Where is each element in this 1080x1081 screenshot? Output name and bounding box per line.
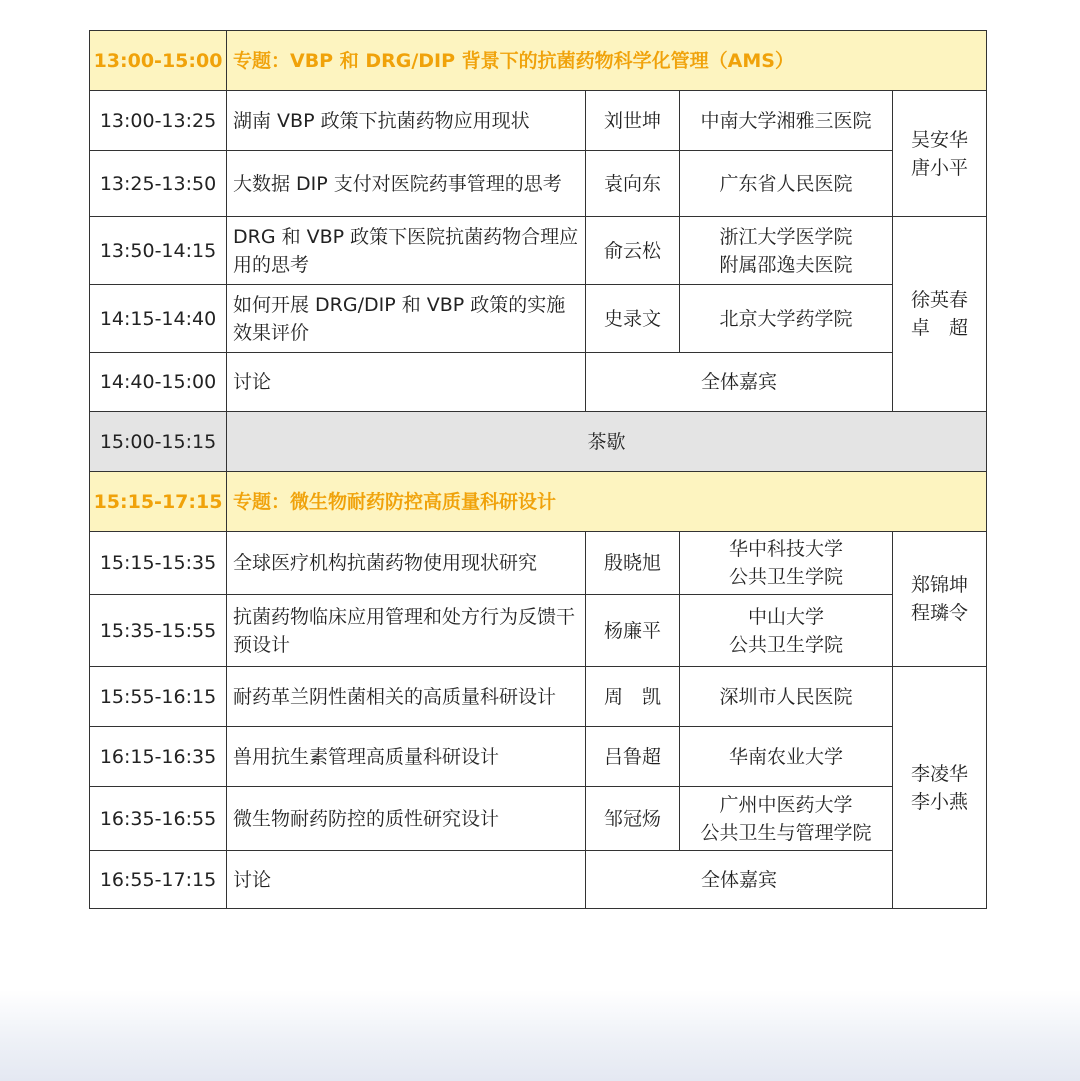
session-chairs: 徐英春 卓 超 (893, 217, 987, 412)
row-topic: 抗菌药物临床应用管理和处方行为反馈干预设计 (227, 595, 586, 667)
row-time: 15:55-16:15 (90, 667, 227, 727)
agenda-table (89, 30, 987, 909)
row-topic: 湖南 VBP 政策下抗菌药物应用现状 (227, 91, 586, 151)
row-organization: 中南大学湘雅三医院 (680, 91, 893, 151)
row-time: 13:00-13:25 (90, 91, 227, 151)
table-row (90, 217, 987, 285)
row-topic: 全球医疗机构抗菌药物使用现状研究 (227, 532, 586, 595)
row-organization: 北京大学药学院 (680, 285, 893, 353)
row-topic: 讨论 (227, 353, 586, 412)
row-all-guests: 全体嘉宾 (586, 353, 893, 412)
row-speaker: 吕鲁超 (586, 727, 680, 787)
session-time: 13:00-15:00 (90, 31, 227, 91)
session-time: 15:15-17:15 (90, 472, 227, 532)
row-time: 13:50-14:15 (90, 217, 227, 285)
row-topic: 讨论 (227, 851, 586, 909)
row-speaker: 邹冠炀 (586, 787, 680, 851)
table-row (90, 91, 987, 151)
row-time: 15:35-15:55 (90, 595, 227, 667)
row-organization: 深圳市人民医院 (680, 667, 893, 727)
session-header (90, 31, 987, 91)
table-row (90, 595, 987, 667)
table-row (90, 727, 987, 787)
row-time: 16:55-17:15 (90, 851, 227, 909)
session-title: 专题：微生物耐药防控高质量科研设计 (227, 472, 987, 532)
row-organization: 广东省人民医院 (680, 151, 893, 217)
row-speaker: 袁向东 (586, 151, 680, 217)
break-row (90, 412, 987, 472)
table-row (90, 532, 987, 595)
row-time: 13:25-13:50 (90, 151, 227, 217)
table-row (90, 787, 987, 851)
row-all-guests: 全体嘉宾 (586, 851, 893, 909)
session-title: 专题：VBP 和 DRG/DIP 背景下的抗菌药物科学化管理（AMS） (227, 31, 987, 91)
row-organization: 华南农业大学 (680, 727, 893, 787)
session-chairs: 李凌华 李小燕 (893, 667, 987, 909)
row-speaker: 杨廉平 (586, 595, 680, 667)
session-chairs: 吴安华 唐小平 (893, 91, 987, 217)
table-row (90, 353, 987, 412)
row-organization: 中山大学 公共卫生学院 (680, 595, 893, 667)
row-organization: 浙江大学医学院 附属邵逸夫医院 (680, 217, 893, 285)
row-time: 16:15-16:35 (90, 727, 227, 787)
row-organization: 华中科技大学 公共卫生学院 (680, 532, 893, 595)
row-speaker: 刘世坤 (586, 91, 680, 151)
row-topic: 如何开展 DRG/DIP 和 VBP 政策的实施效果评价 (227, 285, 586, 353)
session-chairs: 郑锦坤 程璘令 (893, 532, 987, 667)
table-row (90, 851, 987, 909)
row-topic: 耐药革兰阴性菌相关的高质量科研设计 (227, 667, 586, 727)
row-organization: 广州中医药大学 公共卫生与管理学院 (680, 787, 893, 851)
table-row (90, 285, 987, 353)
row-speaker: 史录文 (586, 285, 680, 353)
session-header (90, 472, 987, 532)
row-speaker: 俞云松 (586, 217, 680, 285)
row-speaker: 周 凯 (586, 667, 680, 727)
row-speaker: 殷晓旭 (586, 532, 680, 595)
break-time: 15:00-15:15 (90, 412, 227, 472)
table-row (90, 667, 987, 727)
row-topic: 微生物耐药防控的质性研究设计 (227, 787, 586, 851)
break-label: 茶歇 (227, 412, 987, 472)
row-time: 14:15-14:40 (90, 285, 227, 353)
table-row (90, 151, 987, 217)
row-topic: DRG 和 VBP 政策下医院抗菌药物合理应用的思考 (227, 217, 586, 285)
row-time: 14:40-15:00 (90, 353, 227, 412)
row-topic: 大数据 DIP 支付对医院药事管理的思考 (227, 151, 586, 217)
row-topic: 兽用抗生素管理高质量科研设计 (227, 727, 586, 787)
row-time: 15:15-15:35 (90, 532, 227, 595)
row-time: 16:35-16:55 (90, 787, 227, 851)
